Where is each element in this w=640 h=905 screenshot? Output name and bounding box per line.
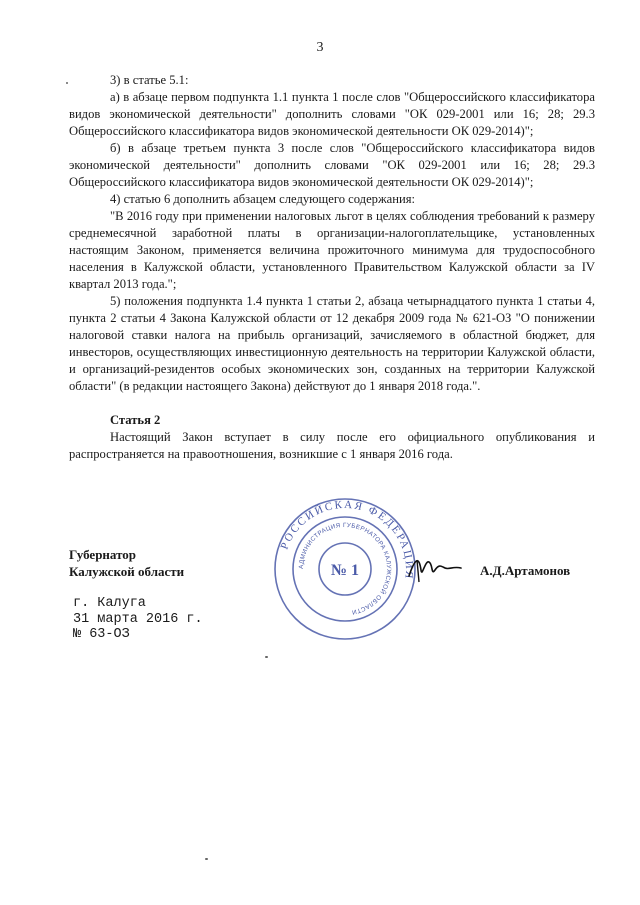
paragraph-4-quote: "В 2016 году при применении налоговых льгот в целях соблюдения требований к размеру среднемесячной заработной платы в организации-налогоплательщике, установленных настоящим Законом, применяется величина прожиточного минимума для трудоспособного населения в Калужской области, установленного Правительством Калужской области за IV квартал 2013 года.";	[69, 209, 595, 291]
official-seal-icon	[270, 494, 420, 644]
stamp-block	[73, 596, 203, 643]
document-body	[69, 72, 595, 463]
stamp-date: 31 марта 2016 г.	[73, 611, 203, 627]
svg-text:№ 1: № 1	[330, 562, 360, 579]
paragraph-4: 4) статью 6 дополнить абзацем следующего содержания:	[110, 192, 416, 206]
paragraph-3a: а) в абзаце первом подпункта 1.1 пункта 1 после слов "Общероссийского классификатора видов экономической деятельности" дополнить словами "ОК 029-2001 или 16; 28; 29.3 Общероссийского классификатора видов экономической деятельности ОК 029-2014)";	[69, 90, 595, 138]
paragraph-3b: б) в абзаце третьем пункта 3 после слов "Общероссийского классификатора видов экономической деятельности" дополнить словами "ОК 029-2001 или 16; 28; 29.3 Общероссийского классификатора видов экономической деятельности ОК 029-2014)";	[69, 141, 595, 189]
paragraph-3: 3) в статье 5.1:	[110, 73, 189, 87]
stamp-city: г. Калуга	[73, 596, 146, 611]
page-number: 3	[316, 40, 324, 55]
svg-text:РОССИЙСКАЯ ФЕДЕРАЦИЯ: РОССИЙСКАЯ ФЕДЕРАЦИЯ	[278, 498, 416, 581]
paragraph-5: 5) положения подпункта 1.4 пункта 1 статьи 2, абзаца четырнадцатого пункта 1 статьи 4, пункта 2 статьи 4 Закона Калужской области от 12 декабря 2009 года № 621-ОЗ "О понижении налоговой ставки налога на прибыль организаций, зачисляемого в областной бюджет, для инвесторов, осуществляющих инвестиционную деятельность на территории Калужской области, и организаций-резидентов особых экономических зон, созданных на территории Калужской области" (в редакции настоящего Закона) действуют до 1 января 2018 года.".	[69, 294, 595, 393]
handwritten-signature-icon	[405, 548, 465, 588]
article-2-text: Настоящий Закон вступает в силу после его официального опубликования и распространяется на правоотношения, возникшие с 1 января 2016 года.	[69, 430, 595, 461]
signer-position	[69, 546, 184, 580]
signer-position-line2: Калужской области	[69, 564, 185, 579]
article-2-heading: Статья 2	[110, 413, 161, 427]
scan-speck	[205, 858, 208, 860]
svg-text:АДМИНИСТРАЦИЯ ГУБЕРНАТОРА КАЛУ: АДМИНИСТРАЦИЯ ГУБЕРНАТОРА КАЛУЖСКОЙ ОБЛАСТИ	[297, 521, 393, 616]
stamp-number: № 63-ОЗ	[73, 627, 130, 642]
signer-name: А.Д.Артамонов	[480, 563, 571, 578]
signer-position-line1: Губернатор	[69, 547, 137, 562]
scan-speck	[66, 82, 68, 84]
scan-speck	[265, 656, 268, 658]
